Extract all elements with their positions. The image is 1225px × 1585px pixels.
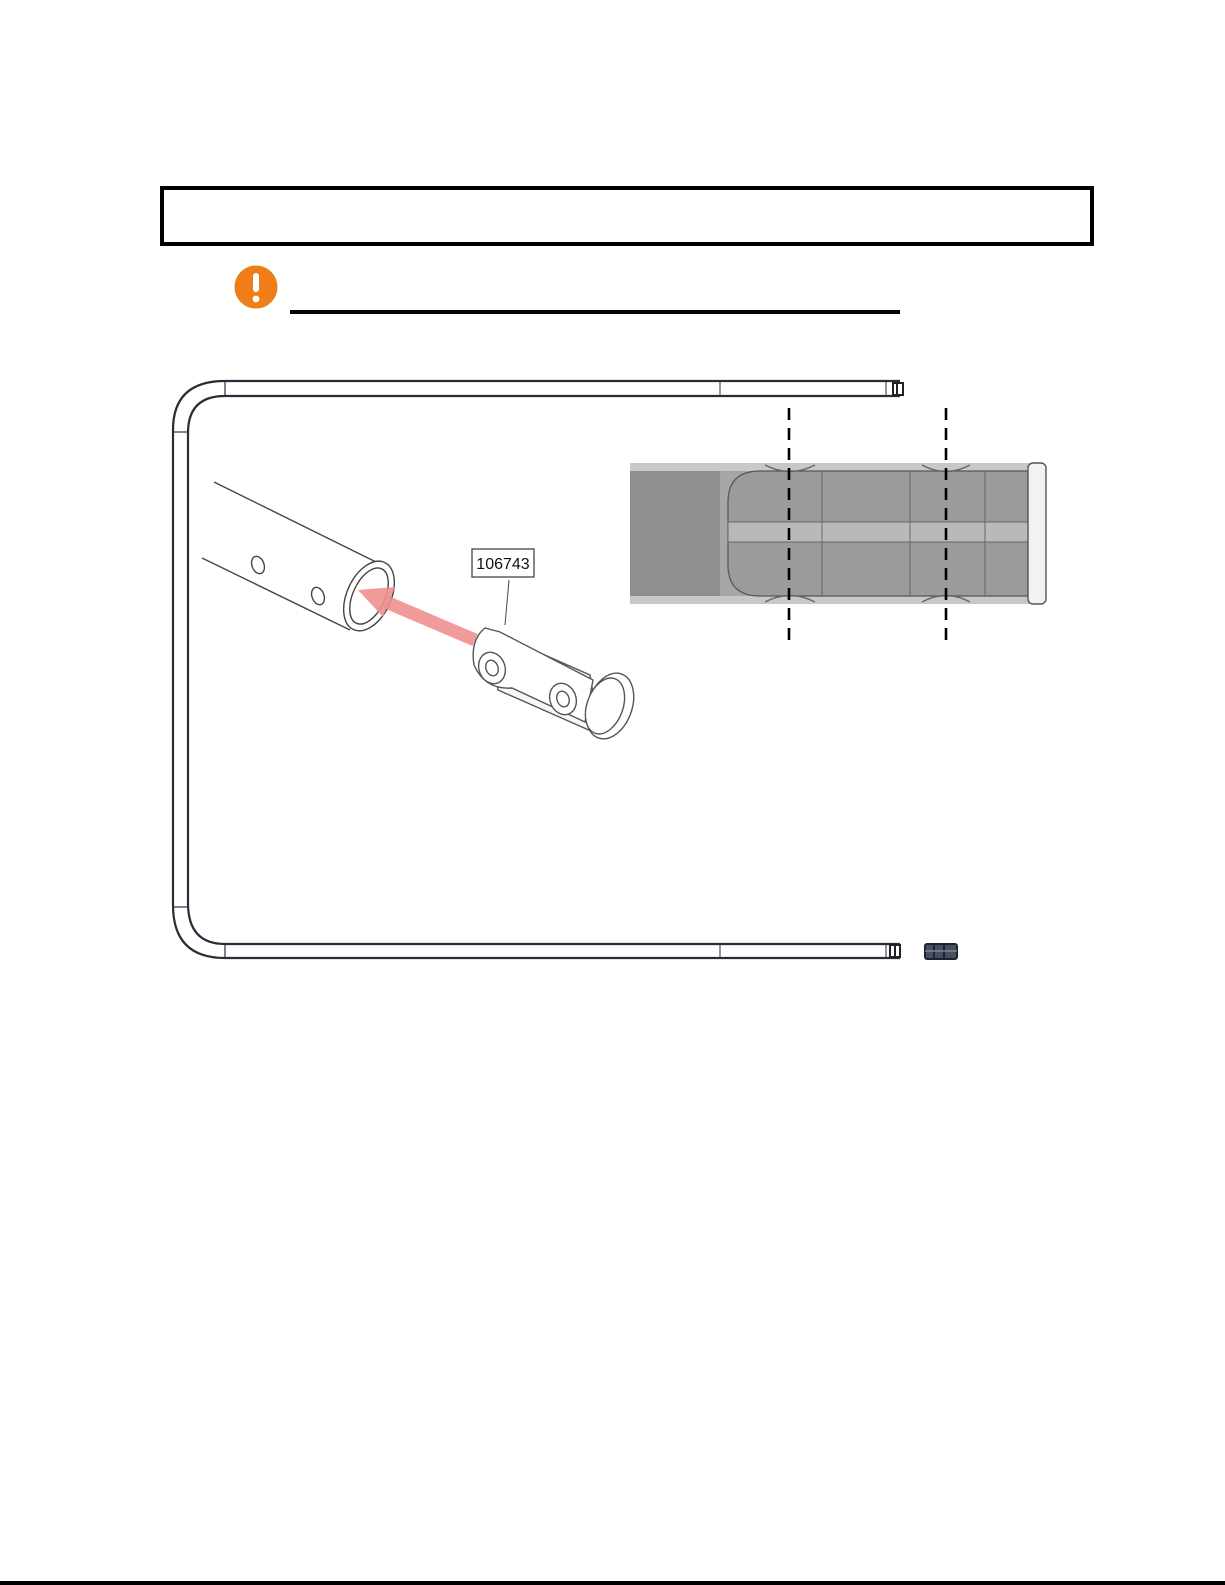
tube-section — [202, 482, 405, 639]
page-bottom-rule — [0, 1581, 1225, 1585]
detail-section-view — [630, 463, 1046, 604]
part-number-label — [472, 549, 534, 577]
installed-plug — [925, 944, 957, 959]
part-number-text: 106743 — [476, 556, 530, 573]
plug-part — [473, 580, 642, 745]
tube-end-bottom — [890, 945, 900, 957]
tube-end-top — [893, 383, 903, 395]
